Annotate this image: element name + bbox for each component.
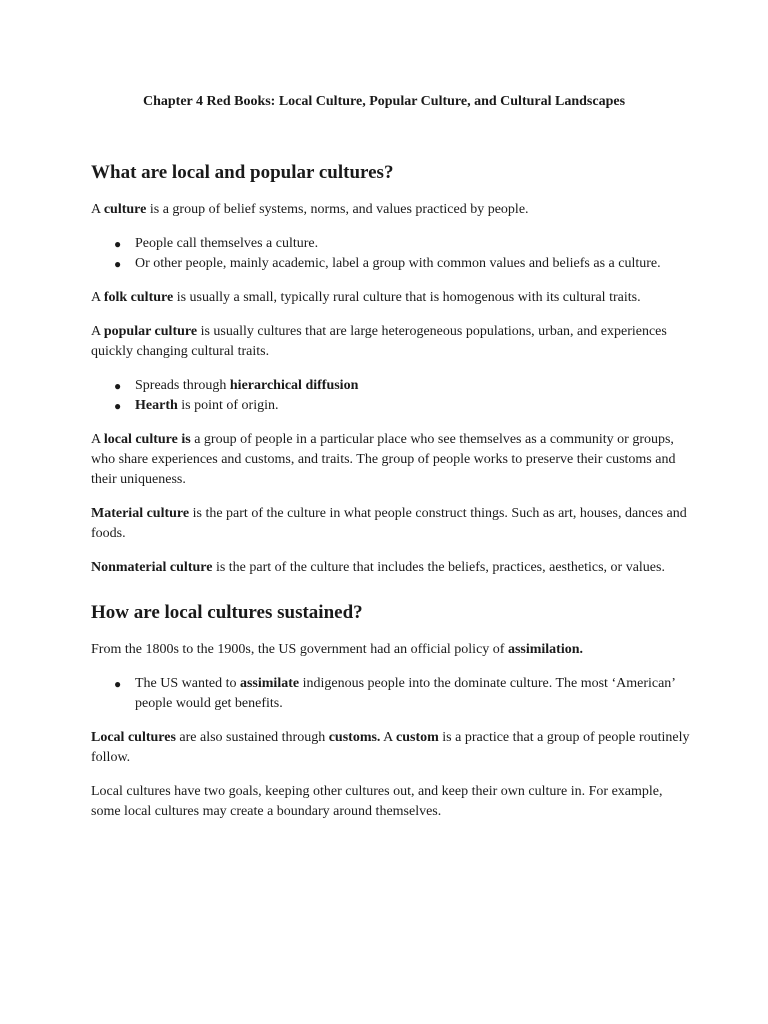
assimilation-bullet-list bbox=[91, 674, 691, 714]
term-assimilation: assimilation. bbox=[507, 642, 584, 657]
term-folk-culture: folk culture bbox=[103, 290, 174, 305]
term-local-culture: local culture is bbox=[103, 432, 191, 447]
culture-bullet-list bbox=[91, 234, 691, 274]
paragraph-culture-definition: A culture is a group of belief systems, norms, and values practiced by people. bbox=[91, 202, 529, 217]
paragraph-assimilation: From the 1800s to the 1900s, the US government had an official policy of assimilation. bbox=[91, 642, 584, 657]
list-item: ● The US wanted to assimilate indigenous people into the dominate culture. The most ‘American’ people would get benefits. bbox=[114, 676, 675, 711]
section-heading-local-sustained: How are local cultures sustained? bbox=[91, 602, 363, 623]
term-assimilate: assimilate bbox=[239, 676, 300, 691]
list-item: ● Or other people, mainly academic, label a group with common values and beliefs as a culture. bbox=[135, 254, 691, 274]
term-culture: culture bbox=[103, 202, 147, 217]
term-popular-culture: popular culture bbox=[103, 324, 198, 339]
term-material-culture: Material culture bbox=[91, 506, 190, 521]
bullet-icon: ● bbox=[114, 379, 122, 393]
paragraph-folk-culture: A folk culture is usually a small, typically rural culture that is homogenous with its cultural traits. bbox=[91, 290, 641, 305]
term-nonmaterial-culture: Nonmaterial culture bbox=[91, 560, 213, 575]
popular-culture-bullet-list bbox=[91, 376, 691, 416]
document-body bbox=[91, 160, 691, 836]
term-local-cultures: Local cultures bbox=[91, 730, 176, 745]
bullet-icon: ● bbox=[114, 237, 122, 251]
bullet-icon: ● bbox=[114, 399, 122, 413]
paragraph-popular-culture: A popular culture is usually cultures that are large heterogeneous populations, urban, and experiences quickly changing cultural traits. bbox=[91, 324, 667, 359]
term-custom: custom bbox=[396, 730, 439, 745]
bullet-icon: ● bbox=[114, 257, 122, 271]
list-item: ● Spreads through hierarchical diffusion bbox=[135, 376, 691, 396]
paragraph-material-culture: Material culture is the part of the culture in what people construct things. Such as art, houses, dances and foods. bbox=[91, 506, 687, 541]
paragraph-local-goals: Local cultures have two goals, keeping other cultures out, and keep their own culture in. For example, some local cultures may create a boundary around themselves. bbox=[91, 784, 663, 819]
paragraph-customs: Local cultures are also sustained through customs. A custom is a practice that a group of people routinely follow. bbox=[91, 730, 690, 765]
list-item: ● Hearth is point of origin. bbox=[135, 396, 691, 416]
bullet-icon: ● bbox=[114, 677, 122, 691]
document-title: Chapter 4 Red Books: Local Culture, Popular Culture, and Cultural Landscapes bbox=[142, 94, 626, 109]
term-hearth: Hearth bbox=[135, 398, 178, 413]
term-customs: customs. bbox=[328, 730, 381, 745]
term-hierarchical-diffusion: hierarchical diffusion bbox=[229, 378, 359, 393]
section-heading-local-popular: What are local and popular cultures? bbox=[91, 162, 394, 183]
list-item: ● People call themselves a culture. bbox=[135, 234, 691, 254]
paragraph-local-culture: A local culture is a group of people in a particular place who see themselves as a community or groups, who share experiences and customs, and traits. The group of people works to preserve their customs and their uniqueness. bbox=[91, 432, 676, 487]
paragraph-nonmaterial-culture: Nonmaterial culture is the part of the culture that includes the beliefs, practices, aesthetics, or values. bbox=[91, 560, 665, 575]
